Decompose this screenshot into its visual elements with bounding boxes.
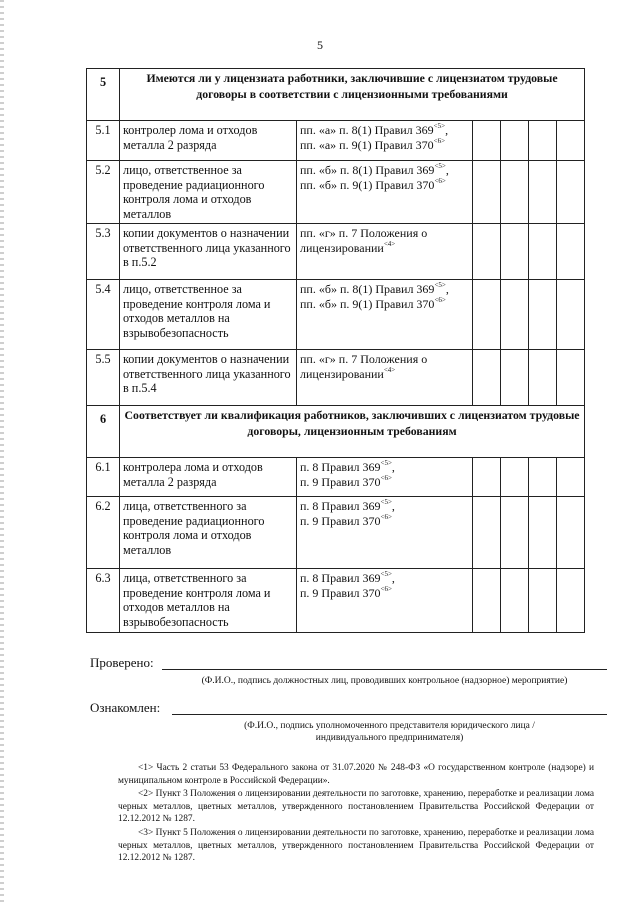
reference-text: пп. «а» п. 8(1) Правил 369 <box>300 123 434 137</box>
reference-text: п. 9 Правил 370 <box>300 474 381 489</box>
legal-reference <box>297 121 473 161</box>
requirement-text: лицо, ответственное за проведение контроля лома и отходов металлов на взрывобезопасность <box>120 280 297 350</box>
reference-line <box>300 571 469 586</box>
footnote-ref: <6> <box>434 176 446 185</box>
legal-reference <box>297 161 473 224</box>
legal-reference <box>297 497 473 569</box>
reference-text: пп. «г» п. 7 Положения о лицензировании <box>300 352 428 381</box>
notes-cell[interactable] <box>557 161 585 224</box>
table-row <box>87 280 585 350</box>
answer-yes-cell[interactable] <box>473 121 501 161</box>
requirement-text: лицо, ответственное за проведение радиационного контроля лома и отходов металлов <box>120 161 297 224</box>
answer-na-cell[interactable] <box>529 569 557 633</box>
acquainted-caption-line1: (Ф.И.О., подпись уполномоченного представителя юридического лица / <box>244 721 535 731</box>
answer-no-cell[interactable] <box>501 458 529 497</box>
table-row <box>87 458 585 497</box>
legal-reference <box>297 458 473 497</box>
answer-no-cell[interactable] <box>501 161 529 224</box>
answer-no-cell[interactable] <box>501 121 529 161</box>
reference-separator: , <box>445 282 449 296</box>
footnote-ref: <4> <box>383 365 396 374</box>
reference-text: пп. «б» п. 9(1) Правил 370 <box>300 177 435 192</box>
legal-reference <box>297 224 473 280</box>
table-row <box>87 497 585 569</box>
notes-cell[interactable] <box>557 569 585 633</box>
answer-no-cell[interactable] <box>501 280 529 350</box>
reference-text: п. 9 Правил 370 <box>300 513 381 528</box>
reference-line <box>300 178 469 193</box>
checked-caption: (Ф.И.О., подпись должностных лиц, проводивших контрольное (надзорное) мероприятие) <box>201 676 568 686</box>
footnote-ref: <4> <box>383 239 396 248</box>
answer-yes-cell[interactable] <box>473 280 501 350</box>
notes-cell[interactable] <box>557 458 585 497</box>
footnote-ref: <6> <box>434 295 446 304</box>
answer-yes-cell[interactable] <box>473 350 501 406</box>
section-number: 5 <box>87 69 120 121</box>
reference-line <box>300 499 469 514</box>
answer-yes-cell[interactable] <box>473 161 501 224</box>
section-number: 6 <box>87 406 120 458</box>
reference-text: пп. «г» п. 7 Положения о лицензировании <box>300 226 428 255</box>
legal-reference <box>297 280 473 350</box>
answer-yes-cell[interactable] <box>473 569 501 633</box>
reference-separator: , <box>391 499 395 513</box>
reference-line <box>300 282 469 297</box>
reference-separator: , <box>445 163 449 177</box>
legal-reference <box>297 569 473 633</box>
table-row <box>87 350 585 406</box>
footnote-ref: <5> <box>434 162 446 170</box>
reference-line <box>300 586 469 601</box>
reference-line <box>300 226 469 255</box>
reference-text: пп. «б» п. 8(1) Правил 369 <box>300 282 435 296</box>
reference-line <box>300 475 469 490</box>
acquainted-caption-line2: индивидуального предпринимателя) <box>315 733 464 743</box>
requirement-text: лица, ответственного за проведение радиационного контроля лома и отходов металлов <box>120 497 297 569</box>
reference-separator: , <box>391 460 395 474</box>
table-row <box>87 161 585 224</box>
checklist-body <box>87 69 585 633</box>
notes-cell[interactable] <box>557 497 585 569</box>
reference-line <box>300 460 469 475</box>
reference-text: п. 8 Правил 369 <box>300 571 381 585</box>
answer-na-cell[interactable] <box>529 121 557 161</box>
answer-yes-cell[interactable] <box>473 224 501 280</box>
table-row <box>87 569 585 633</box>
checked-label: Проверено: <box>90 655 154 670</box>
footnote-ref: <5> <box>433 122 446 130</box>
requirement-text: копии документов о назначении ответственного лица указанного в п.5.2 <box>120 224 297 280</box>
answer-na-cell[interactable] <box>529 280 557 350</box>
answer-no-cell[interactable] <box>501 350 529 406</box>
acquainted-signature-line <box>172 714 607 715</box>
notes-cell[interactable] <box>557 280 585 350</box>
answer-yes-cell[interactable] <box>473 458 501 497</box>
footnotes <box>118 762 594 866</box>
footnote-2: <2> Пункт 3 Положения о лицензировании деятельности по заготовке, хранению, переработке и реализации лома черных металлов, цветных металлов, утвержденного постановлением Правительства Российской Федерации от 12.12.2012 № 1287. <box>118 789 594 825</box>
reference-line <box>300 138 469 153</box>
answer-na-cell[interactable] <box>529 458 557 497</box>
footnote-1: <1> Часть 2 статьи 53 Федерального закона от 31.07.2020 № 248-ФЗ «О государственном контроле (надзоре) и муниципальном контроле в Российской Федерации». <box>118 763 594 786</box>
reference-text: пп. «б» п. 8(1) Правил 369 <box>300 163 435 177</box>
row-number: 5.2 <box>87 161 120 224</box>
notes-cell[interactable] <box>557 121 585 161</box>
footnote-ref: <6> <box>380 473 392 482</box>
reference-text: пп. «б» п. 9(1) Правил 370 <box>300 296 435 311</box>
requirement-text: лица, ответственного за проведение контроля лома и отходов металлов на взрывобезопасность <box>120 569 297 633</box>
acquainted-caption <box>172 720 607 744</box>
reference-separator: , <box>445 123 449 137</box>
answer-na-cell[interactable] <box>529 224 557 280</box>
row-number: 5.5 <box>87 350 120 406</box>
footnote-ref: <5> <box>380 570 392 578</box>
checked-signature-line <box>162 669 607 670</box>
answer-no-cell[interactable] <box>501 569 529 633</box>
answer-na-cell[interactable] <box>529 497 557 569</box>
answer-no-cell[interactable] <box>501 224 529 280</box>
reference-line <box>300 123 469 138</box>
checked-signature-block <box>90 655 590 695</box>
reference-line <box>300 297 469 312</box>
legal-reference <box>297 350 473 406</box>
acquainted-label: Ознакомлен: <box>90 700 161 715</box>
scan-edge-mark <box>0 0 4 905</box>
reference-text: пп. «а» п. 9(1) Правил 370 <box>300 137 434 152</box>
answer-yes-cell[interactable] <box>473 497 501 569</box>
answer-na-cell[interactable] <box>529 350 557 406</box>
table-row <box>87 224 585 280</box>
row-number: 6.3 <box>87 569 120 633</box>
footnote-ref: <6> <box>380 512 392 521</box>
reference-text: п. 8 Правил 369 <box>300 460 381 474</box>
footnote-ref: <5> <box>434 281 446 289</box>
answer-no-cell[interactable] <box>501 497 529 569</box>
row-number: 5.3 <box>87 224 120 280</box>
notes-cell[interactable] <box>557 350 585 406</box>
row-number: 6.2 <box>87 497 120 569</box>
notes-cell[interactable] <box>557 224 585 280</box>
requirement-text: копии документов о назначении ответственного лица указанного в п.5.4 <box>120 350 297 406</box>
row-number: 6.1 <box>87 458 120 497</box>
row-number: 5.4 <box>87 280 120 350</box>
footnote-ref: <5> <box>380 459 392 467</box>
answer-na-cell[interactable] <box>529 161 557 224</box>
section-header-row <box>87 69 585 121</box>
footnote-3: <3> Пункт 5 Положения о лицензировании деятельности по заготовке, хранению, переработке и реализации лома черных металлов, цветных металлов, утвержденного постановлением Правительства Российской Федерации от 12.12.2012 № 1287. <box>118 827 594 864</box>
footnote-ref: <5> <box>380 498 392 506</box>
section-heading: Имеются ли у лицензиата работники, заключившие с лицензиатом трудовые договоры в соответствии с лицензионными требованиями <box>120 69 585 121</box>
row-number: 5.1 <box>87 121 120 161</box>
section-heading: Соответствует ли квалификация работников, заключивших с лицензиатом трудовые договоры, лицензионным требованиям <box>120 406 585 458</box>
checklist-table <box>86 68 585 633</box>
reference-line <box>300 163 469 178</box>
table-row <box>87 121 585 161</box>
reference-separator: , <box>391 571 395 585</box>
reference-line <box>300 352 469 381</box>
reference-line <box>300 514 469 529</box>
section-header-row <box>87 406 585 458</box>
reference-text: п. 9 Правил 370 <box>300 585 381 600</box>
footnote-ref: <6> <box>433 136 446 145</box>
page-number: 5 <box>317 38 323 52</box>
requirement-text: контролер лома и отходов металла 2 разряда <box>120 121 297 161</box>
acquainted-signature-block <box>90 700 590 743</box>
requirement-text: контролера лома и отходов металла 2 разряда <box>120 458 297 497</box>
reference-text: п. 8 Правил 369 <box>300 499 381 513</box>
footnote-ref: <6> <box>380 584 392 593</box>
